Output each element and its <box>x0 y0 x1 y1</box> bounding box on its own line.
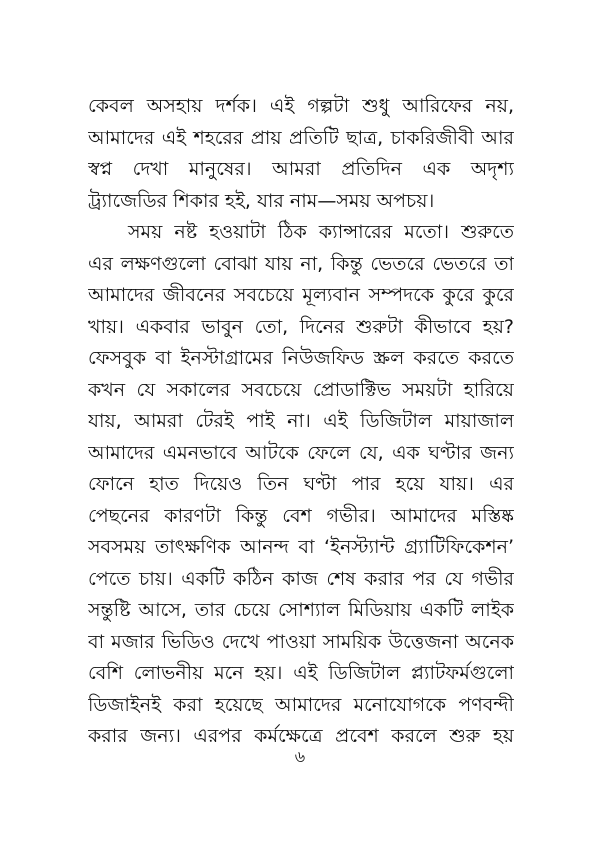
text-line: আমাদের জীবনের সবচেয়ে মূল্যবান সম্পদকে কুরে কুরে <box>88 284 514 306</box>
body-text <box>88 91 514 753</box>
text-line: যায়, আমরা টেরই পাই না। এই ডিজিটাল মায়াজাল <box>88 410 514 432</box>
text-line: আমাদের এমনভাবে আটকে ফেলে যে, এক ঘণ্টার জন্য <box>88 441 514 464</box>
text-line: পেছনের কারণটা কিন্তু বেশ গভীর। আমাদের মস্তিষ্ক <box>88 504 514 527</box>
page-number: ৬ <box>294 747 306 766</box>
text-line: বেশি লোভনীয় মনে হয়। এই ডিজিটাল প্ল্যাটফর্মগুলো <box>88 662 514 684</box>
text-line: কখন যে সকালের সবচেয়ে প্রোডাক্টিভ সময়টা হারিয়ে <box>88 378 514 401</box>
text-line: ফেসবুক বা ইনস্টাগ্রামের নিউজফিড স্ক্রল করতে করতে <box>88 347 514 369</box>
text-line: পেতে চায়। একটি কঠিন কাজ শেষ করার পর যে গভীর <box>88 567 514 590</box>
text-line: খায়। একবার ভাবুন তো, দিনের শুরুটা কীভাবে হয়? <box>88 315 514 338</box>
text-line: করার জন্য। এরপর কর্মক্ষেত্রে প্রবেশ করলে শুরু হয় <box>88 725 514 747</box>
text-line: সন্তুষ্টি আসে, তার চেয়ে সোশ্যাল মিডিয়ায় একটি লাইক <box>88 599 514 621</box>
text-line: বা মজার ভিডিও দেখে পাওয়া সাময়িক উত্তেজনা অনেক <box>88 630 514 653</box>
text-line: স্বপ্ন দেখা মানুষের। আমরা প্রতিদিন এক অদৃশ্য <box>88 158 514 180</box>
text-line: ট্র্যাজেডির শিকার হই, যার নাম—সময় অপচয়। <box>88 189 435 212</box>
text-line: কেবল অসহায় দর্শক। এই গল্পটা শুধু আরিফের নয়, <box>88 95 514 117</box>
text-line: আমাদের এই শহরের প্রায় প্রতিটি ছাত্র, চাকরিজীবী আর <box>88 126 514 149</box>
text-line: ফোনে হাত দিয়েও তিন ঘণ্টা পার হয়ে যায়। এর <box>88 473 514 495</box>
text-line: এর লক্ষণগুলো বোঝা যায় না, কিন্তু ভেতরে ভেতরে তা <box>88 252 514 275</box>
text-line: সবসময় তাৎক্ষণিক আনন্দ বা ‘ইনস্ট্যান্ট গ্র্যাটিফিকেশন’ <box>88 536 514 558</box>
text-line: ডিজাইনই করা হয়েছে আমাদের মনোযোগকে পণবন্দী <box>88 693 514 716</box>
paragraph-first-line: সময় নষ্ট হওয়াটা ঠিক ক্যান্সারের মতো। শুরুতে <box>128 221 514 243</box>
